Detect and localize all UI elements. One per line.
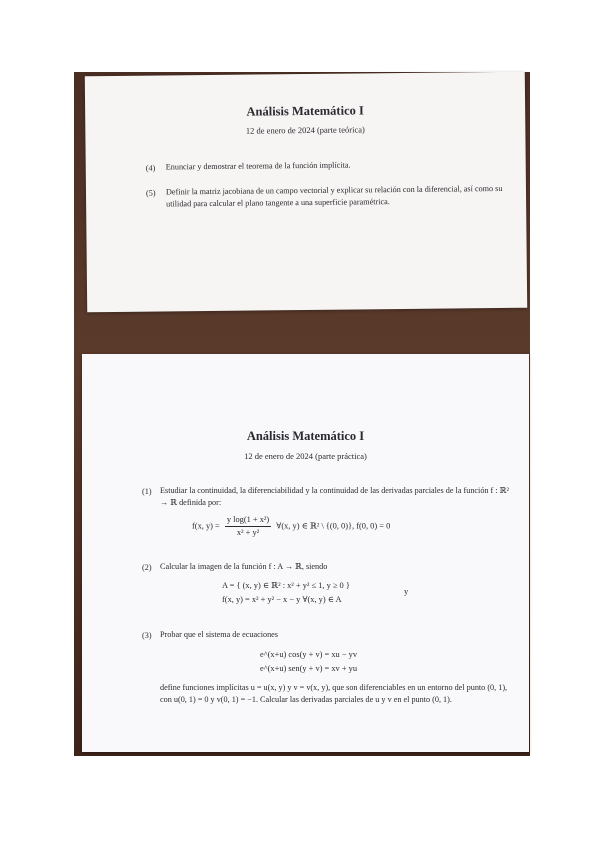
fraction-denominator: x² + y² [236,528,260,537]
function-definition [192,514,390,539]
exam-title: Análisis Matemático I [246,429,365,443]
equation-2: e^(x+u) sen(y + v) = xv + yu [260,664,358,673]
exam-date: 12 de enero de 2024 (parte teórica) [245,124,365,136]
question-text: Enunciar y demostrar el teorema de la función implícita. [165,160,351,172]
exam-date: 12 de enero de 2024 (parte práctica) [244,451,367,461]
formula-fraction [225,514,271,539]
connector-word: y [404,587,409,596]
question-number: (4) [145,163,156,173]
set-definition: A = { (x, y) ∈ ℝ² : x² + y² ≤ 1, y ≥ 0 } [222,581,350,590]
question-number: (3) [142,631,152,640]
practical-exam-sheet [82,354,529,752]
question-text: Probar que el sistema de ecuaciones [160,630,278,639]
fraction-numerator: y log(1 + x²) [225,514,271,527]
question-text: Estudiar la continuidad, la diferenciabilidad y la continuidad de las derivadas parciales de la función f : ℝ² → ℝ definida por: [160,486,509,507]
function-expression: f(x, y) = x² + y² − x − y ∀(x, y) ∈ A [222,595,342,604]
question-number: (2) [142,563,152,572]
exam-title: Análisis Matemático I [246,103,364,119]
question-text: Calcular la imagen de la función f : A → ℝ, siendo [160,562,328,571]
theory-exam-sheet [85,72,527,313]
formula-condition: ∀(x, y) ∈ ℝ² \ {(0, 0)}, f(0, 0) = 0 [276,521,391,531]
question-number: (5) [145,188,156,198]
formula-lhs: f(x, y) = [192,521,220,531]
equation-1: e^(x+u) cos(y + v) = xu − yv [260,650,358,659]
question-text: Definir la matriz jacobiana de un campo vectorial y explicar su relación con la diferencial, así como su utilidad para calcular el plano tangente a una superficie paramétrica. [165,183,503,209]
question-text: define funciones implícitas u = u(x, y) y v = v(x, y), que son diferenciables en un entorno del punto (0, 1), con u(0, 1) = 0 y v(0, 1) = −1. Calcular las derivadas parciales de u y v en el punto (0, 1). [160,683,508,704]
question-number: (1) [142,487,152,496]
